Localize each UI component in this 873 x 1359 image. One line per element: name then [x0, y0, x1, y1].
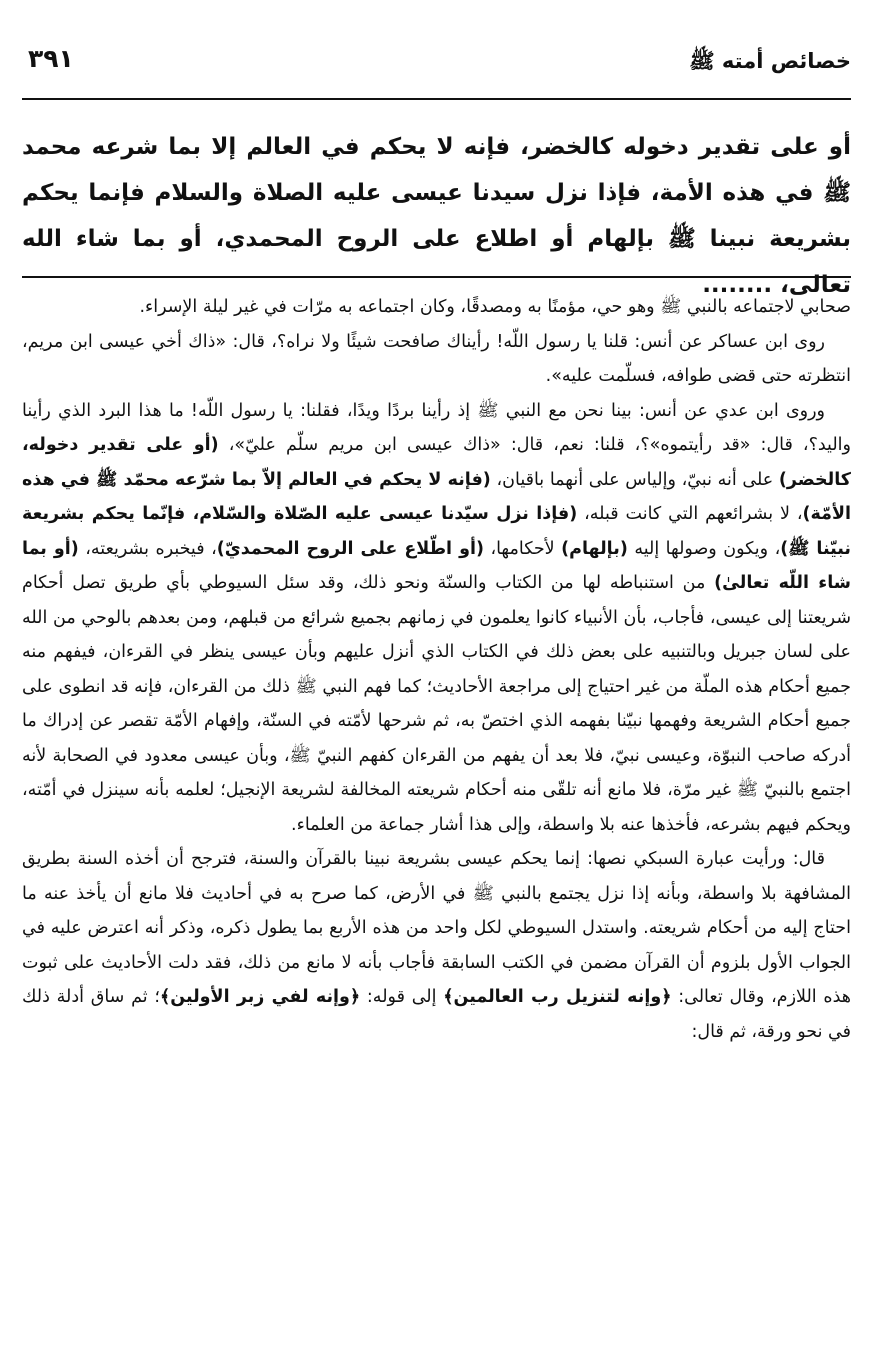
page-number: ٣٩١	[28, 44, 74, 73]
quoted-main-text: (فإنه لا يحكم في العالم إلاّ بما شرّعه محمّد ﷺ في هذه الأمّة)	[22, 469, 851, 524]
page-header	[22, 42, 851, 90]
quran-quote: ﴿وإنه لتنزيل رب العالمين﴾	[443, 987, 672, 1007]
commentary-text: وروى ابن عدي عن أنس: بينا نحن مع النبي ﷺ إذ رأينا بردًا ويدًا، فقلنا: يا رسول اللّه! ما هذا البرد الذي رأينا واليد؟، قال: «قد رأيتموه»؟، قلنا: نعم، قال: «ذاك عيسى ابن مريم سلّم عليّ»،	[22, 400, 851, 455]
quoted-main-text: (بإلهام)	[561, 538, 628, 559]
commentary-text: قال: ورأيت عبارة السبكي نصها: إنما يحكم عيسى بشريعة نبينا بالقرآن والسنة، فترجح أن أخذه السنة بطريق المشافهة بلا واسطة، وبأنه إذا نزل يجتمع بالنبي ﷺ في الأرض، كما صرح به في أحاديث فلا مانع أن يأخذ عنه ما احتاج إليه من أحكام شريعته. واستدل السيوطي لكل واحد من هذه الأربع بما يطول ذكره، وذكر أنه اعترض عليه في الجواب الأول بلزوم أن القرآن مضمن في الكتب السابقة فأجاب بأنه لا مانع من ذلك، فقد دلت الأحاديث على ثبوت هذه اللازم، وقال تعالى:	[22, 849, 851, 1007]
commentary-text: ، لا بشرائعهم التي كانت قبله،	[577, 504, 803, 524]
commentary-paragraph-4	[22, 842, 851, 1049]
quoted-main-text: (فإذا نزل سيّدنا عيسى عليه الصّلاة والسّلام، فإنّما يحكم بشريعة نبيّنا ﷺ)	[22, 504, 851, 559]
quoted-main-text: (أو على تقدير دخوله، كالخضر)	[22, 435, 851, 490]
commentary	[22, 290, 851, 1049]
commentary-text: ، فيخبره بشريعته،	[78, 538, 217, 559]
commentary-text: لأحكامها،	[483, 538, 562, 559]
commentary-paragraph-2: روى ابن عساكر عن أنس: قلنا يا رسول اللّه! رأيناك صافحت شيئًا ولا نراه؟، قال: «ذاك أخي عيسى ابن مريم، انتظرته حتى قضى طوافه، فسلّمت عليه».	[22, 331, 851, 386]
commentary-paragraph-1: صحابي لاجتماعه بالنبي ﷺ وهو حي، مؤمنًا به ومصدقًا، وكان اجتماعه به مرّات في غير ليلة الإسراء.	[139, 297, 851, 317]
book-page	[22, 0, 851, 1359]
running-title: خصائص أمته ﷺ	[689, 49, 851, 73]
commentary-text: ، ويكون وصولها إليه	[627, 538, 781, 559]
commentary-text: من استنباطه لها من الكتاب والسنّة ونحو ذلك، وقد سئل السيوطي بأي طريق تصل أحكام شريعتنا إلى عيسى، فأجاب، بأن الأنبياء كانوا يعلمون في زمانهم بجميع شرائع من قبلهم، ومن بعدهم بالوحي من الله على لسان جبريل وبالتنبيه على بعض ذلك في الكتاب الذي أنزل عليهم وبأن عيسى ينظر في القرءان، فيفهم منه جميع أحكام هذه الملّة من غير احتياج إلى مراجعة الأحاديث؛ كما فهم النبي ﷺ ذلك من القرءان، فإنه قد انطوى على جميع أحكام الشريعة وفهمها نبيّنا بفهمه الذي اختصّ به، ثم شرحها لأمّته في السنّة، وإفهام الأمّة تقصر عن إدراك ما أدركه صاحب النبوّة، وعيسى نبيّ، فلا بعد أن يفهم من القرءان كفهم النبيّ ﷺ، وبأن عيسى معدود في الصحابة لأنه اجتمع بالنبيّ ﷺ غير مرّة، فلا مانع أنه تلقّى منه أحكام شريعته المخالفة لشريعة الإنجيل؛ لعلمه بأنه سينزل في أمّته، ويحكم فيهم بشرعه، فأخذها عنه بلا واسطة، وإلى هذا أشار جماعة من العلماء.	[22, 573, 851, 835]
commentary-text: ؛ ثم ساق أدلة ذلك في نحو ورقة، ثم قال:	[22, 987, 851, 1042]
main-text-paragraph: أو على تقدير دخوله كالخضر، فإنه لا يحكم في العالم إلا بما شرعه محمد ﷺ في هذه الأمة، فإذا نزل سيدنا عيسى عليه الصلاة والسلام فإنما يحكم بشريعة نبينا ﷺ بإلهام أو اطلاع على الروح المحمدي، أو بما شاء الله تعالى، ........	[22, 134, 851, 298]
main-text	[22, 124, 851, 308]
quran-quote: ﴿وإنه لفي زبر الأولين﴾	[159, 987, 361, 1007]
footnote-divider	[22, 276, 851, 278]
commentary-text: إلى قوله:	[360, 987, 444, 1007]
quoted-main-text: (أو اطّلاع على الروح المحمديّ)	[216, 538, 484, 559]
header-rule	[22, 98, 851, 100]
commentary-paragraph-3	[22, 394, 851, 843]
quoted-main-text: (أو بما شاء اللّه تعالىٰ)	[22, 538, 851, 593]
commentary-text: على أنه نبيّ، وإلياس على أنهما باقيان،	[490, 469, 779, 490]
